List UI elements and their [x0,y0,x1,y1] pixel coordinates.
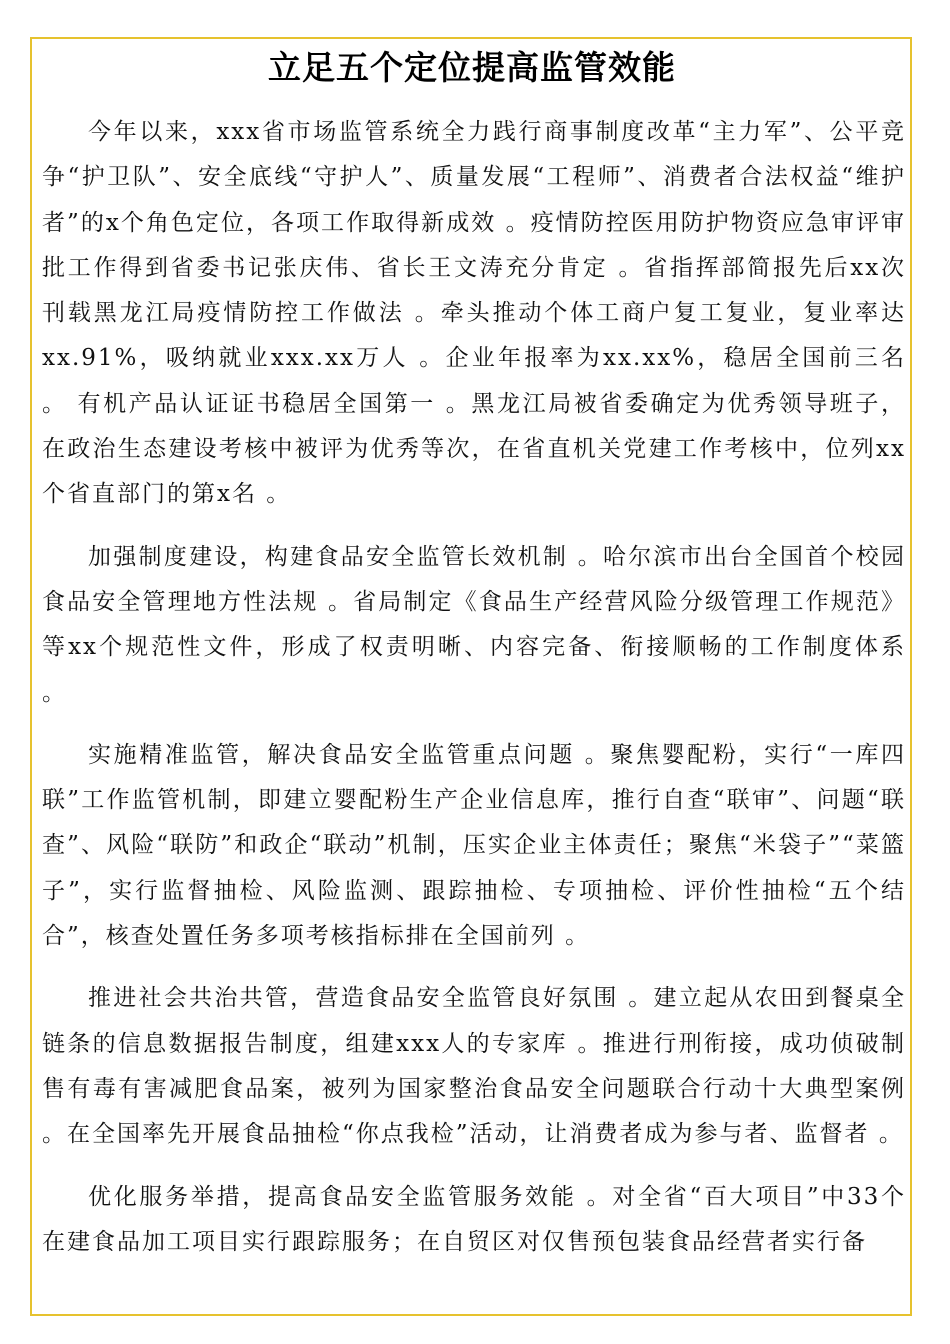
document-title: 立足五个定位提高监管效能 [268,48,676,87]
paragraph-intro: 今年以来，xxx省市场监管系统全力践行商事制度改革“主力军”、公平竞争“护卫队”、安全底线“守护人”、质量发展“工程师”、消费者合法权益“维护者”的x个角色定位，各项工作取得新成效 。疫情防控医用防护物资应急审评审批工作得到省委书记张庆伟、省长王文涛充分肯定 。省指挥部简报先后xx次刊载黑龙江局疫情防控工作做法 。牵头推动个体工商户复工复业，复业率达xx.91%，吸纳就业xxx.xx万人 。企业年报率为xx.xx%，稳居全国前三名 。 有机产品认证证书稳居全国第一 。黑龙江局被省委确定为优秀领导班子，在政治生态建设考核中被评为优秀等次，在省直机关党建工作考核中，位列xx个省直部门的第x名 。 [42,119,906,508]
paragraph-precise-supervision: 实施精准监管，解决食品安全监管重点问题 。聚焦婴配粉，实行“一库四联”工作监管机制，即建立婴配粉生产企业信息库，推行自查“联审”、问题“联查”、风险“联防”和政企“联动”机制，压实企业主体责任；聚焦“米袋子”“菜篮子”，实行监督抽检、风险监测、跟踪抽检、专项抽检、评价性抽检“五个结合”，核查处置任务多项考核指标排在全国前列 。 [42,741,906,950]
paragraph-social-governance: 推进社会共治共管，营造食品安全监管良好氛围 。建立起从农田到餐桌全链条的信息数据报告制度，组建xxx人的专家库 。推进行刑衔接，成功侦破制售有毒有害减肥食品案，被列为国家整治食品安全问题联合行动十大典型案例 。在全国率先开展食品抽检“你点我检”活动，让消费者成为参与者、监督者 。 [42,985,906,1148]
paragraph-system-building: 加强制度建设，构建食品安全监管长效机制 。哈尔滨市出台全国首个校园食品安全管理地方性法规 。省局制定《食品生产经营风险分级管理工作规范》等xx个规范性文件，形成了权责明晰、内容完备、衔接顺畅的工作制度体系 。 [42,543,906,706]
paragraph-service-optimization: 优化服务举措，提高食品安全监管服务效能 。对全省“百大项目”中33个在建食品加工项目实行跟踪服务；在自贸区对仅售预包装食品经营者实行备 [42,1183,906,1255]
document-body [42,110,906,1282]
